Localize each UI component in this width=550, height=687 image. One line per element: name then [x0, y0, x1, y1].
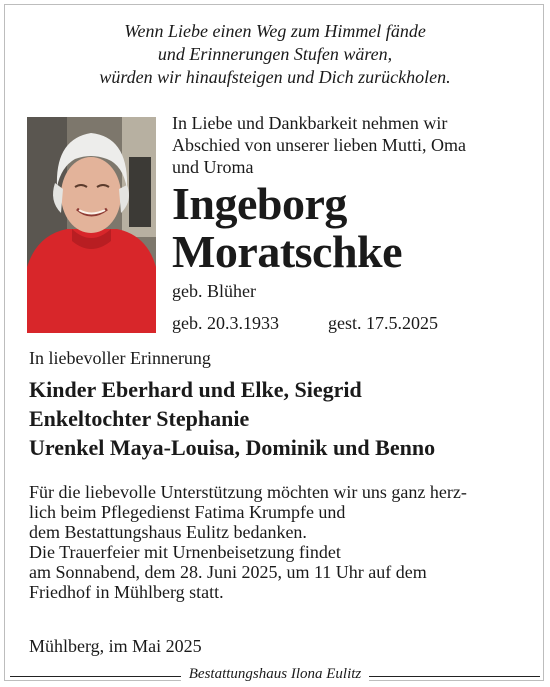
mourner-line: Enkeltochter Stephanie	[29, 406, 250, 431]
deceased-name	[172, 180, 402, 276]
thanks-text	[29, 482, 467, 602]
footer	[0, 664, 550, 684]
memory-line: In liebevoller Erinnerung	[29, 348, 211, 368]
thanks-line: Friedhof in Mühlberg statt.	[29, 582, 224, 602]
thanks-line: am Sonnabend, dem 28. Juni 2025, um 11 Uhr auf dem	[29, 562, 427, 582]
portrait-photo	[27, 117, 156, 333]
mourner-line: Kinder Eberhard und Elke, Siegrid	[29, 377, 362, 402]
poem-line: Wenn Liebe einen Weg zum Himmel fände	[124, 21, 426, 41]
poem-line: und Erinnerungen Stufen wären,	[157, 44, 393, 64]
mourner-line: Urenkel Maya-Louisa, Dominik und Benno	[29, 435, 436, 460]
mourners	[29, 375, 435, 462]
poem-line: würden wir hinaufsteigen und Dich zurückholen.	[99, 67, 451, 87]
first-name: Ingeborg	[172, 178, 347, 229]
thanks-line: Für die liebevolle Unterstützung möchten wir uns ganz herz-	[29, 482, 467, 502]
thanks-line: lich beim Pflegedienst Fatima Krumpfe und	[29, 502, 346, 522]
intro-line: In Liebe und Dankbarkeit nehmen wir	[172, 113, 448, 133]
funeral-home-name: Bestattungshaus Ilona Eulitz	[181, 666, 370, 682]
intro-text	[172, 112, 532, 178]
thanks-line: dem Bestattungshaus Eulitz bedanken.	[29, 522, 307, 542]
place-date: Mühlberg, im Mai 2025	[29, 636, 202, 656]
birth-date: geb. 20.3.1933	[172, 313, 279, 333]
intro-line: Abschied von unserer lieben Mutti, Oma	[172, 135, 466, 155]
death-date: gest. 17.5.2025	[328, 313, 438, 333]
birth-name: geb. Blüher	[172, 281, 256, 301]
intro-line: und Uroma	[172, 157, 254, 177]
poem	[0, 20, 550, 89]
thanks-line: Die Trauerfeier mit Urnenbeisetzung findet	[29, 542, 341, 562]
last-name: Moratschke	[172, 226, 403, 277]
